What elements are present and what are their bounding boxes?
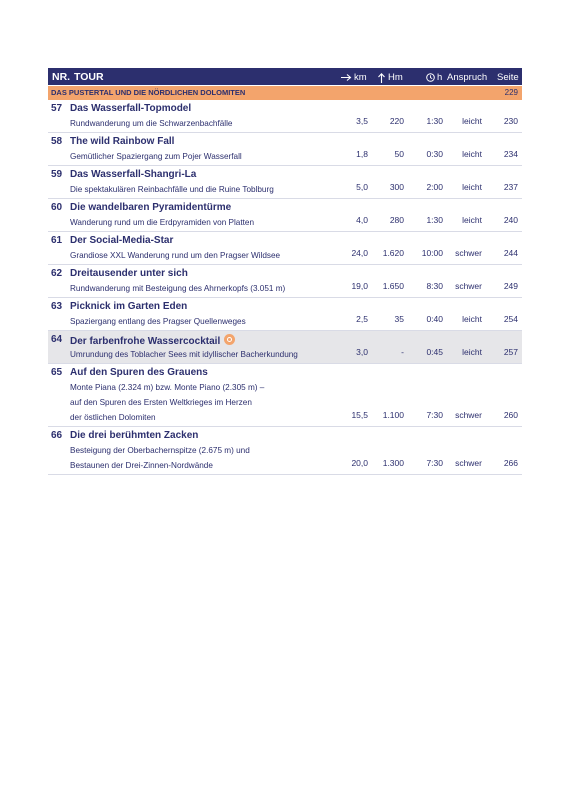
tour-hm: 280 xyxy=(389,215,404,225)
tour-difficulty: leicht xyxy=(462,149,482,159)
tour-name xyxy=(70,235,173,246)
tour-number: 58 xyxy=(51,136,63,147)
tour-row xyxy=(48,331,522,364)
tour-km: 1,8 xyxy=(356,149,368,159)
tour-km: 15,5 xyxy=(351,410,368,420)
tour-hm: 220 xyxy=(389,116,404,126)
tour-name-text: Picknick im Garten Eden xyxy=(70,301,188,312)
tour-row xyxy=(48,364,522,427)
tour-page: 237 xyxy=(503,182,518,192)
tour-hm: 50 xyxy=(394,149,404,159)
tour-duration: 2:00 xyxy=(426,182,443,192)
tour-name xyxy=(70,268,188,279)
header-hm-label: Hm xyxy=(388,72,403,83)
tour-difficulty: leicht xyxy=(462,347,482,357)
tour-page: 266 xyxy=(503,458,518,468)
clock-icon xyxy=(426,73,435,82)
header-km xyxy=(341,72,367,83)
tour-km: 20,0 xyxy=(351,458,368,468)
tour-number: 59 xyxy=(51,169,63,180)
tour-duration: 8:30 xyxy=(426,281,443,291)
tour-number: 66 xyxy=(51,430,63,441)
tour-hm: - xyxy=(401,347,404,357)
tour-name-text: Das Wasserfall-Shangri-La xyxy=(70,169,197,180)
tour-duration: 10:00 xyxy=(421,248,443,258)
tour-duration: 1:30 xyxy=(426,215,443,225)
header-anspruch: Anspruch xyxy=(447,72,488,83)
tour-name-text: Auf den Spuren des Grauens xyxy=(70,367,208,378)
tour-name xyxy=(70,202,231,213)
tour-description-line: Umrundung des Toblacher Sees mit idyllischer Bacherkundung xyxy=(70,350,298,359)
tour-name xyxy=(70,367,208,378)
tour-row xyxy=(48,100,522,133)
tour-km: 19,0 xyxy=(351,281,368,291)
tour-duration: 7:30 xyxy=(426,458,443,468)
tour-description-line: Bestaunen der Drei-Zinnen-Nordwände xyxy=(70,461,213,470)
section-page: 229 xyxy=(504,88,518,97)
tour-description-line: Spaziergang entlang des Pragser Quellenweges xyxy=(70,317,246,326)
tour-description-line: Die spektakulären Reinbachfälle und die Ruine Toblburg xyxy=(70,185,274,194)
tour-name-text: Die wandelbaren Pyramidentürme xyxy=(70,202,232,213)
tour-page: 257 xyxy=(503,347,518,357)
tour-name-text: Der Social-Media-Star xyxy=(70,235,174,246)
tour-name xyxy=(70,103,191,114)
tour-km: 24,0 xyxy=(351,248,368,258)
tour-km: 2,5 xyxy=(356,314,368,324)
header-hm xyxy=(377,72,403,83)
tour-name-text: The wild Rainbow Fall xyxy=(70,136,175,147)
tour-name-text: Der farbenfrohe Wassercocktail xyxy=(70,336,221,347)
family-badge-icon xyxy=(224,334,235,345)
tour-page: 260 xyxy=(503,410,518,420)
tour-name xyxy=(70,169,196,180)
tour-hm: 300 xyxy=(389,182,404,192)
tour-duration: 0:40 xyxy=(426,314,443,324)
tour-hm: 35 xyxy=(394,314,404,324)
tour-hm: 1.100 xyxy=(382,410,404,420)
tour-row xyxy=(48,265,522,298)
section-title: DAS PUSTERTAL UND DIE NÖRDLICHEN DOLOMITEN xyxy=(51,88,246,97)
tour-difficulty: schwer xyxy=(455,410,482,420)
header-nr: NR. xyxy=(52,71,71,83)
tour-description-line: Rundwanderung mit Besteigung des Ahrnerkopfs (3.051 m) xyxy=(70,284,286,293)
tour-difficulty: leicht xyxy=(462,182,482,192)
tour-table xyxy=(48,68,522,475)
tour-row xyxy=(48,232,522,265)
tour-name-text: Die drei berühmten Zacken xyxy=(70,430,199,441)
tour-row xyxy=(48,166,522,199)
tour-description-line: auf den Spuren des Ersten Weltkrieges im Herzen xyxy=(70,398,252,407)
tour-hm: 1.620 xyxy=(382,248,404,258)
tour-name xyxy=(70,301,187,312)
tour-name-text: Dreitausender unter sich xyxy=(70,268,188,279)
tour-row xyxy=(48,199,522,232)
tour-number: 63 xyxy=(51,301,63,312)
tour-page: 234 xyxy=(503,149,518,159)
tour-km: 3,5 xyxy=(356,116,368,126)
tour-difficulty: leicht xyxy=(462,215,482,225)
arrow-right-icon xyxy=(341,73,352,82)
tour-km: 3,0 xyxy=(356,347,368,357)
tour-duration: 0:45 xyxy=(426,347,443,357)
tour-description-line: Grandiose XXL Wanderung rund um den Pragser Wildsee xyxy=(70,251,281,260)
tour-difficulty: schwer xyxy=(455,281,482,291)
tour-duration: 0:30 xyxy=(426,149,443,159)
tour-page: 230 xyxy=(503,116,518,126)
tour-number: 61 xyxy=(51,235,63,246)
tour-name xyxy=(70,430,198,441)
tour-description-line: Wanderung rund um die Erdpyramiden von Platten xyxy=(70,218,255,227)
header-km-label: km xyxy=(354,72,367,83)
tour-description-line: Monte Piana (2.324 m) bzw. Monte Piano (2.305 m) – xyxy=(70,383,265,392)
tour-difficulty: leicht xyxy=(462,314,482,324)
table-header xyxy=(48,68,522,85)
tour-km: 4,0 xyxy=(356,215,368,225)
tour-number: 64 xyxy=(51,334,63,345)
tour-number: 57 xyxy=(51,103,63,114)
header-h-label: h xyxy=(437,72,443,83)
tour-number: 62 xyxy=(51,268,63,279)
tour-row xyxy=(48,427,522,475)
tour-number: 65 xyxy=(51,367,63,378)
tour-duration: 7:30 xyxy=(426,410,443,420)
header-tour: TOUR xyxy=(74,71,104,83)
tour-page: 249 xyxy=(503,281,518,291)
tour-hm: 1.300 xyxy=(382,458,404,468)
tour-row xyxy=(48,133,522,166)
tour-duration: 1:30 xyxy=(426,116,443,126)
tour-difficulty: schwer xyxy=(455,458,482,468)
tour-row xyxy=(48,298,522,331)
tour-page: 244 xyxy=(503,248,518,258)
tour-page: 240 xyxy=(503,215,518,225)
section-header xyxy=(48,86,522,100)
tour-number: 60 xyxy=(51,202,63,213)
tour-description-line: Gemütlicher Spaziergang zum Pojer Wasserfall xyxy=(70,152,242,161)
header-h xyxy=(426,72,442,83)
tour-name-text: Das Wasserfall-Topmodel xyxy=(70,103,192,114)
tour-name xyxy=(70,136,174,147)
tour-description-line: Rundwanderung um die Schwarzenbachfälle xyxy=(70,119,233,128)
tour-name xyxy=(70,334,235,347)
tour-page: 254 xyxy=(503,314,518,324)
tour-hm: 1.650 xyxy=(382,281,404,291)
tour-difficulty: leicht xyxy=(462,116,482,126)
tour-description-line: der östlichen Dolomiten xyxy=(70,413,156,422)
tour-difficulty: schwer xyxy=(455,248,482,258)
tour-list xyxy=(48,100,522,475)
tour-description-line: Besteigung der Oberbachernspitze (2.675 m) und xyxy=(70,446,250,455)
tour-km: 5,0 xyxy=(356,182,368,192)
arrow-up-icon xyxy=(377,73,386,83)
header-seite: Seite xyxy=(497,72,519,83)
